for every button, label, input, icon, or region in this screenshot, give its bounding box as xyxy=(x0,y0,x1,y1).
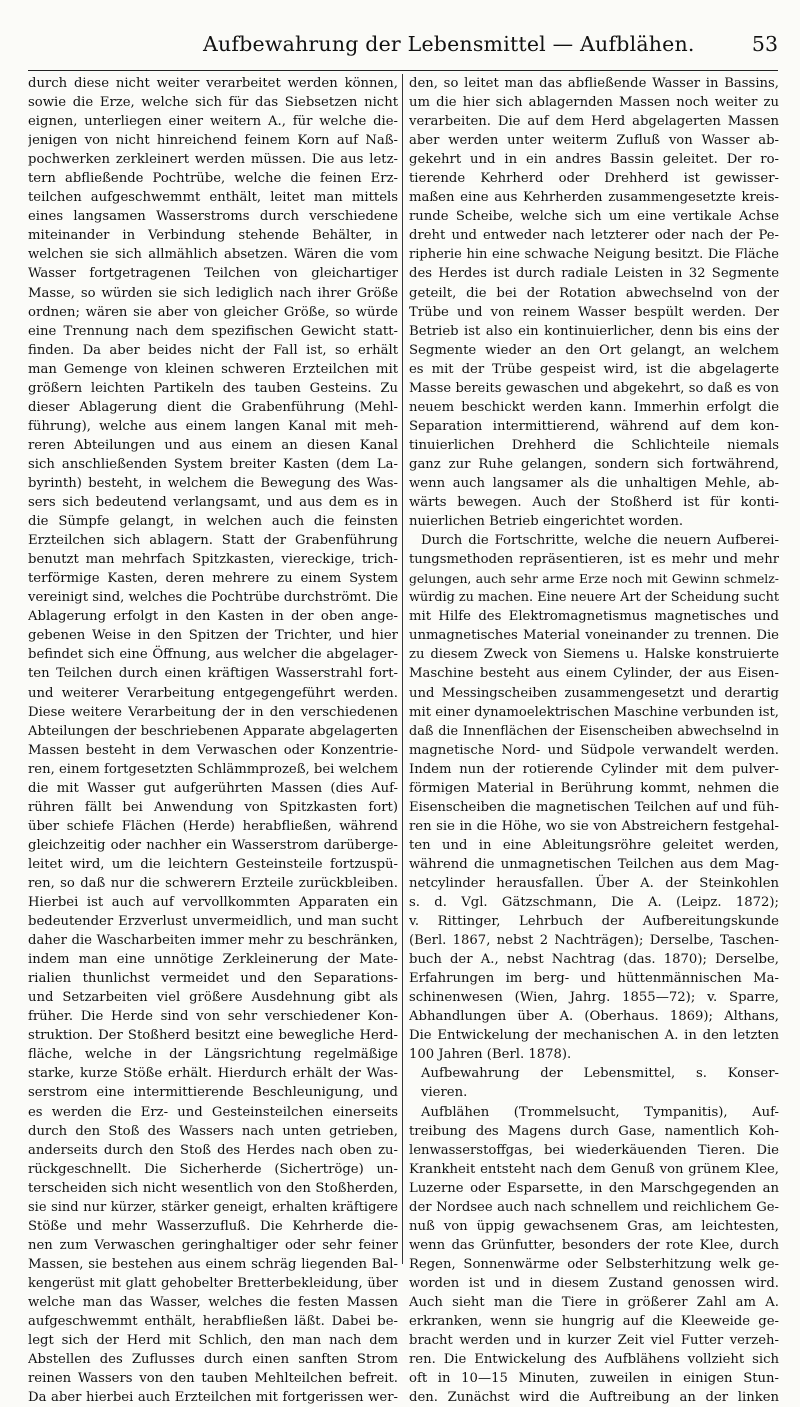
text-line: sowie die Erze, welche sich für das Siebsetzen nicht xyxy=(28,95,398,111)
text-line: man Gemenge von kleinen schweren Erzteilchen mit xyxy=(28,361,398,377)
text-line: ren. Die Entwickelung des Aufblähens vollzieht sich xyxy=(409,1352,779,1368)
text-line: ten und in eine Ableitungsröhre geleitet werden, xyxy=(409,837,779,853)
text-line: Segmente wieder an den Ort gelangt, an welchem xyxy=(409,342,779,358)
text-line: vieren. xyxy=(421,1085,468,1101)
left-column xyxy=(28,74,398,1407)
text-line: zu diesem Zweck von Siemens u. Halske konstruierte xyxy=(409,647,779,663)
text-line: ren sie in die Höhe, wo sie von Abstreichern festgehal- xyxy=(409,818,779,834)
text-line: daher die Wascharbeiten immer mehr zu beschränken, xyxy=(28,933,398,949)
text-line: es mit der Trübe gespeist wird, ist die abgelagerte xyxy=(409,361,779,377)
text-line: kengerüst mit glatt gehobelter Bretterbekleidung, über xyxy=(28,1275,398,1291)
text-line: Wasser fortgetragenen Teilchen von gleichartiger xyxy=(28,266,398,282)
text-line: nuierlichen Betrieb eingerichtet worden. xyxy=(409,514,684,530)
text-line: es werden die Erz- und Gesteinsteilchen einerseits xyxy=(28,1104,398,1120)
text-line: bedeutender Erzverlust unvermeidlich, und man sucht xyxy=(28,914,398,930)
text-line: Diese weitere Verarbeitung der in den verschiedenen xyxy=(28,704,398,720)
text-line: durch den Stoß des Wassers nach unten getrieben, xyxy=(28,1123,398,1139)
text-line: vereinigt sind, welches die Pochtrübe durchströmt. Die xyxy=(28,590,398,606)
text-line: eignen, unterliegen einer weitern A., für welche die- xyxy=(28,114,398,130)
text-line: fläche, welche in der Längsrichtung regelmäßige xyxy=(28,1047,398,1063)
text-line: und weiterer Verarbeitung entgegengeführt werden. xyxy=(28,685,398,701)
text-line: Separation intermittierend, während auf dem kon- xyxy=(409,418,779,434)
running-title: Aufbewahrung der Lebensmittel — Aufblähen. xyxy=(203,32,695,56)
text-line: eine Trennung nach dem spezifischen Gewicht statt- xyxy=(28,323,398,339)
text-line: über schiefe Flächen (Herde) herabfließen, während xyxy=(28,818,398,834)
text-line: maßen eine aus Kehrherden zusammengesetzte kreis- xyxy=(409,190,779,206)
text-line: treibung des Magens durch Gase, namentlich Koh- xyxy=(409,1123,779,1139)
text-line: teilchen aufgeschwemmt enthält, leitet man mittels xyxy=(28,190,398,206)
text-line: während die unmagnetischen Teilchen aus dem Mag- xyxy=(409,856,779,872)
text-line: dreht und entweder nach letzterer oder nach der Pe- xyxy=(409,228,779,244)
text-line: aber werden unter weiterm Zufluß von Wasser ab- xyxy=(409,133,779,149)
text-line: die mit Wasser gut aufgerührten Massen (dies Auf- xyxy=(28,780,398,796)
text-line: netcylinder herausfallen. Über A. der Steinkohlen xyxy=(409,875,779,891)
text-line: Regen, Sonnenwärme oder Selbsterhitzung welk ge- xyxy=(409,1256,779,1272)
text-line: bracht werden und in kurzer Zeit viel Futter verzeh- xyxy=(409,1333,779,1349)
text-line: Betrieb ist also ein kontinuierlicher, denn bis eins der xyxy=(409,323,779,339)
text-line: Die Entwickelung der mechanischen A. in den letzten xyxy=(409,1028,779,1044)
text-line: befindet sich eine Öffnung, aus welcher die abgelager- xyxy=(28,647,398,663)
text-line: rialien thunlichst vermeidet und den Separations- xyxy=(28,971,398,987)
text-line: Massen, sie bestehen aus einem schräg liegenden Bal- xyxy=(28,1256,398,1272)
text-line: den, so leitet man das abfließende Wasser in Bassins, xyxy=(409,76,779,91)
text-line: tungsmethoden repräsentieren, ist es mehr und mehr xyxy=(409,552,779,568)
text-line: Erzteilchen sich ablagern. Statt der Grabenführung xyxy=(28,533,398,549)
right-column xyxy=(409,74,779,1407)
text-line: und Setzarbeiten viel größere Ausdehnung gibt als xyxy=(28,990,398,1006)
text-line: früher. Die Herde sind von sehr verschiedener Kon- xyxy=(28,1009,398,1025)
text-line: verarbeiten. Die auf dem Herd abgelagerten Massen xyxy=(409,114,779,130)
text-line: Ablagerung erfolgt in den Kasten in der oben ange- xyxy=(28,609,398,625)
text-line: der Nordsee auch nach schnellem und reichlichem Ge- xyxy=(409,1199,779,1215)
text-line: Masse bereits gewaschen und abgekehrt, so daß es von xyxy=(409,380,779,396)
text-line: die Sümpfe gelangt, in welchen auch die feinsten xyxy=(28,514,398,530)
text-line: aufgeschwemmt enthält, herabfließen läßt. Dabei be- xyxy=(28,1314,398,1330)
text-line: Durch die Fortschritte, welche die neuern Aufberei- xyxy=(421,533,779,549)
text-line: oft in 10—15 Minuten, zuweilen in einigen Stun- xyxy=(409,1371,779,1387)
text-line: unmagnetisches Material voneinander zu trennen. Die xyxy=(409,628,779,644)
text-line: terscheiden sich nicht wesentlich von den Stoßherden, xyxy=(28,1180,398,1196)
page-number: 53 xyxy=(751,32,778,56)
text-line: Indem nun der rotierende Cylinder mit dem pulver- xyxy=(409,761,779,777)
text-line: um die hier sich ablagernden Massen noch weiter zu xyxy=(409,95,779,111)
text-line: neuem beschickt werden kann. Immerhin erfolgt die xyxy=(409,399,779,415)
text-line: sie sind nur kürzer, stärker geneigt, erhalten kräftigere xyxy=(28,1199,398,1215)
text-line: runde Scheibe, welche sich um eine vertikale Achse xyxy=(409,209,779,225)
text-line: daß die Innenflächen der Eisenscheiben abwechselnd in xyxy=(409,723,779,739)
text-line: wenn auch langsamer als die unhaltigen Mehle, ab- xyxy=(409,475,779,491)
text-line: reren Abteilungen und aus einem an diesen Kanal xyxy=(28,437,398,453)
text-line: Hierbei ist auch auf vervollkommten Apparaten ein xyxy=(28,895,398,911)
text-line: buch der A., nebst Nachtrag (das. 1870); Derselbe, xyxy=(409,952,779,968)
text-line: ren, einem fortgesetzten Schlämmprozeß, bei welchem xyxy=(28,761,398,777)
text-line: v. Rittinger, Lehrbuch der Aufbereitungskunde xyxy=(409,914,779,930)
text-line: Maschine besteht aus einem Cylinder, der aus Eisen- xyxy=(409,666,779,682)
text-line: geteilt, die bei der Rotation abwechselnd von der xyxy=(409,285,779,301)
text-line: wärts bewegen. Auch der Stoßherd ist für konti- xyxy=(409,495,779,511)
header-rule xyxy=(28,70,778,71)
text-line: ordnen; wären sie aber von gleicher Größe, so würde xyxy=(28,304,398,320)
page-header xyxy=(28,32,778,66)
text-line: jenigen von nicht hinreichend feinem Korn auf Naß- xyxy=(28,133,398,149)
text-line: Auch sieht man die Tiere in größerer Zahl am A. xyxy=(409,1295,779,1310)
text-line: gebenen Weise in den Spitzen der Trichter, und hier xyxy=(28,628,398,644)
text-line: würdig zu machen. Eine neuere Art der Scheidung sucht xyxy=(409,590,779,606)
text-line: terförmige Kasten, deren mehrere zu einem System xyxy=(28,571,398,587)
text-line: lenwasserstoffgas, bei wiederkäuenden Tieren. Die xyxy=(409,1142,779,1158)
text-line: gleichzeitig oder nachher ein Wasserstrom darüberge- xyxy=(28,837,398,853)
text-line: Krankheit entsteht nach dem Genuß von grünem Klee, xyxy=(409,1161,779,1177)
text-line: erkranken, wenn sie hungrig auf die Kleeweide ge- xyxy=(409,1314,779,1330)
text-line: (Berl. 1867, nebst 2 Nachträgen); Derselbe, Taschen- xyxy=(409,933,779,949)
text-line: magnetische Nord- und Südpole verwandelt werden. xyxy=(409,742,779,758)
text-line: legt sich der Herd mit Schlich, den man nach dem xyxy=(28,1333,398,1349)
text-line: Trübe und von reinem Wasser bespült werden. Der xyxy=(409,304,779,320)
text-line: größern leichten Partikeln des tauben Gesteins. Zu xyxy=(28,380,398,396)
text-line: förmigen Material in Berührung kommt, nehmen die xyxy=(409,780,779,796)
text-line: worden ist und in diesem Zustand genossen wird. xyxy=(409,1275,779,1291)
text-line: Massen besteht in dem Verwaschen oder Konzentrie- xyxy=(28,742,398,758)
text-line: durch diese nicht weiter verarbeitet werden können, xyxy=(28,76,398,91)
text-line: ten Teilchen durch einen kräftigen Wasserstrahl fort- xyxy=(28,666,398,682)
text-line: Stöße und mehr Wasserzufluß. Die Kehrherde die- xyxy=(28,1218,398,1234)
text-line: starke, kurze Stöße erhält. Hierdurch erhält der Was- xyxy=(28,1066,398,1082)
text-line: Abstellen des Zuflusses durch einen sanften Strom xyxy=(28,1352,398,1368)
text-line: mit Hilfe des Elektromagnetismus magnetisches und xyxy=(409,609,779,625)
text-line: wenn das Grünfutter, besonders der rote Klee, durch xyxy=(409,1237,779,1253)
text-line: schinenwesen (Wien, Jahrg. 1855—72); v. Sparre, xyxy=(409,990,779,1006)
column-divider xyxy=(402,74,403,1264)
text-line: welchen sie sich allmählich absetzen. Wären die vom xyxy=(28,247,398,263)
text-line: Aufbewahrung der Lebensmittel, s. Konser- xyxy=(421,1066,779,1082)
text-line: miteinander in Verbindung stehende Behälter, in xyxy=(28,228,398,244)
text-line: gelungen, auch sehr arme Erze noch mit Gewinn schmelz- xyxy=(409,571,779,587)
text-line: byrinth) besteht, in welchem die Bewegung des Was- xyxy=(28,475,398,491)
text-line: indem man eine unnötige Zerkleinerung der Mate- xyxy=(28,952,398,968)
text-line: gekehrt und in ein andres Bassin geleitet. Der ro- xyxy=(409,152,779,168)
text-line: Abteilungen der beschriebenen Apparate abgelagerten xyxy=(28,723,398,739)
text-line: tinuierlichen Drehherd die Schlichteile niemals xyxy=(409,437,779,453)
text-line: und Messingscheiben zusammengesetzt und derartig xyxy=(409,685,779,701)
text-line: rückgeschnellt. Die Sicherherde (Sichertröge) un- xyxy=(28,1161,398,1177)
text-line: nuß von üppig gewachsenem Gras, am leichtesten, xyxy=(409,1218,779,1234)
text-line: Aufblähen (Trommelsucht, Tympanitis), Auf- xyxy=(421,1104,779,1120)
text-line: Abhandlungen über A. (Oberhaus. 1869); Althans, xyxy=(409,1009,779,1025)
text-line: serstrom eine intermittierende Beschleunigung, und xyxy=(28,1085,398,1101)
text-line: des Herdes ist durch radiale Leisten in 32 Segmente xyxy=(409,266,779,282)
text-line: Eisenscheiben die magnetischen Teilchen auf und füh- xyxy=(409,799,779,815)
text-line: führung), welche aus einem langen Kanal mit meh- xyxy=(28,418,398,434)
text-line: ren, so daß nur die schwerern Erzteile zurückbleiben. xyxy=(28,875,398,891)
text-line: ganz zur Ruhe gelangen, sondern sich fortwährend, xyxy=(409,456,779,472)
text-line: reinen Wassers von den tauben Mehlteilchen befreit. xyxy=(28,1371,398,1387)
text-line: rühren fällt bei Anwendung von Spitzkasten fort) xyxy=(28,799,398,815)
text-line: anderseits durch den Stoß des Herdes nach oben zu- xyxy=(28,1142,398,1158)
text-line: eines langsamen Wasserstroms durch verschiedene xyxy=(28,209,398,225)
text-line: struktion. Der Stoßherd besitzt eine bewegliche Herd- xyxy=(28,1028,398,1044)
text-line: ripherie hin eine schwache Neigung besitzt. Die Fläche xyxy=(409,247,779,263)
text-line: tern abfließende Pochtrübe, welche die feinen Erz- xyxy=(28,171,398,187)
text-line: leitet wird, um die leichtern Gesteinsteile fortzuspü- xyxy=(28,856,398,872)
text-line: Luzerne oder Esparsette, in den Marschgegenden an xyxy=(409,1180,779,1196)
text-line: mit einer dynamoelektrischen Maschine verbunden ist, xyxy=(409,704,779,720)
text-line: tierende Kehrherd oder Drehherd ist gewisser- xyxy=(409,171,779,187)
text-line: sers sich bedeutend verlangsamt, und aus dem es in xyxy=(28,495,398,511)
text-line: sich anschließenden System breiter Kasten (dem La- xyxy=(28,456,398,472)
text-line: dieser Ablagerung dient die Grabenführung (Mehl- xyxy=(28,399,398,415)
text-line: nen zum Verwaschen geringhaltiger oder sehr feiner xyxy=(28,1237,398,1253)
text-line: den. Zunächst wird die Auftreibung an der linken xyxy=(409,1390,779,1406)
text-line: s. d. Vgl. Gätzschmann, Die A. (Leipz. 1872); xyxy=(409,895,779,911)
text-line: benutzt man mehrfach Spitzkasten, viereckige, trich- xyxy=(28,552,398,568)
text-line: welche man das Wasser, welches die festen Massen xyxy=(28,1295,398,1310)
text-line: pochwerken zerkleinert werden müssen. Die aus letz- xyxy=(28,152,398,168)
text-line: finden. Da aber beides nicht der Fall ist, so erhält xyxy=(28,342,398,358)
text-line: Masse, so würden sie sich lediglich nach ihrer Größe xyxy=(28,285,398,301)
text-line: Erfahrungen im berg- und hüttenmännischen Ma- xyxy=(409,971,779,987)
text-line: Da aber hierbei auch Erzteilchen mit fortgerissen wer- xyxy=(28,1390,398,1406)
text-line: 100 Jahren (Berl. 1878). xyxy=(409,1047,572,1063)
